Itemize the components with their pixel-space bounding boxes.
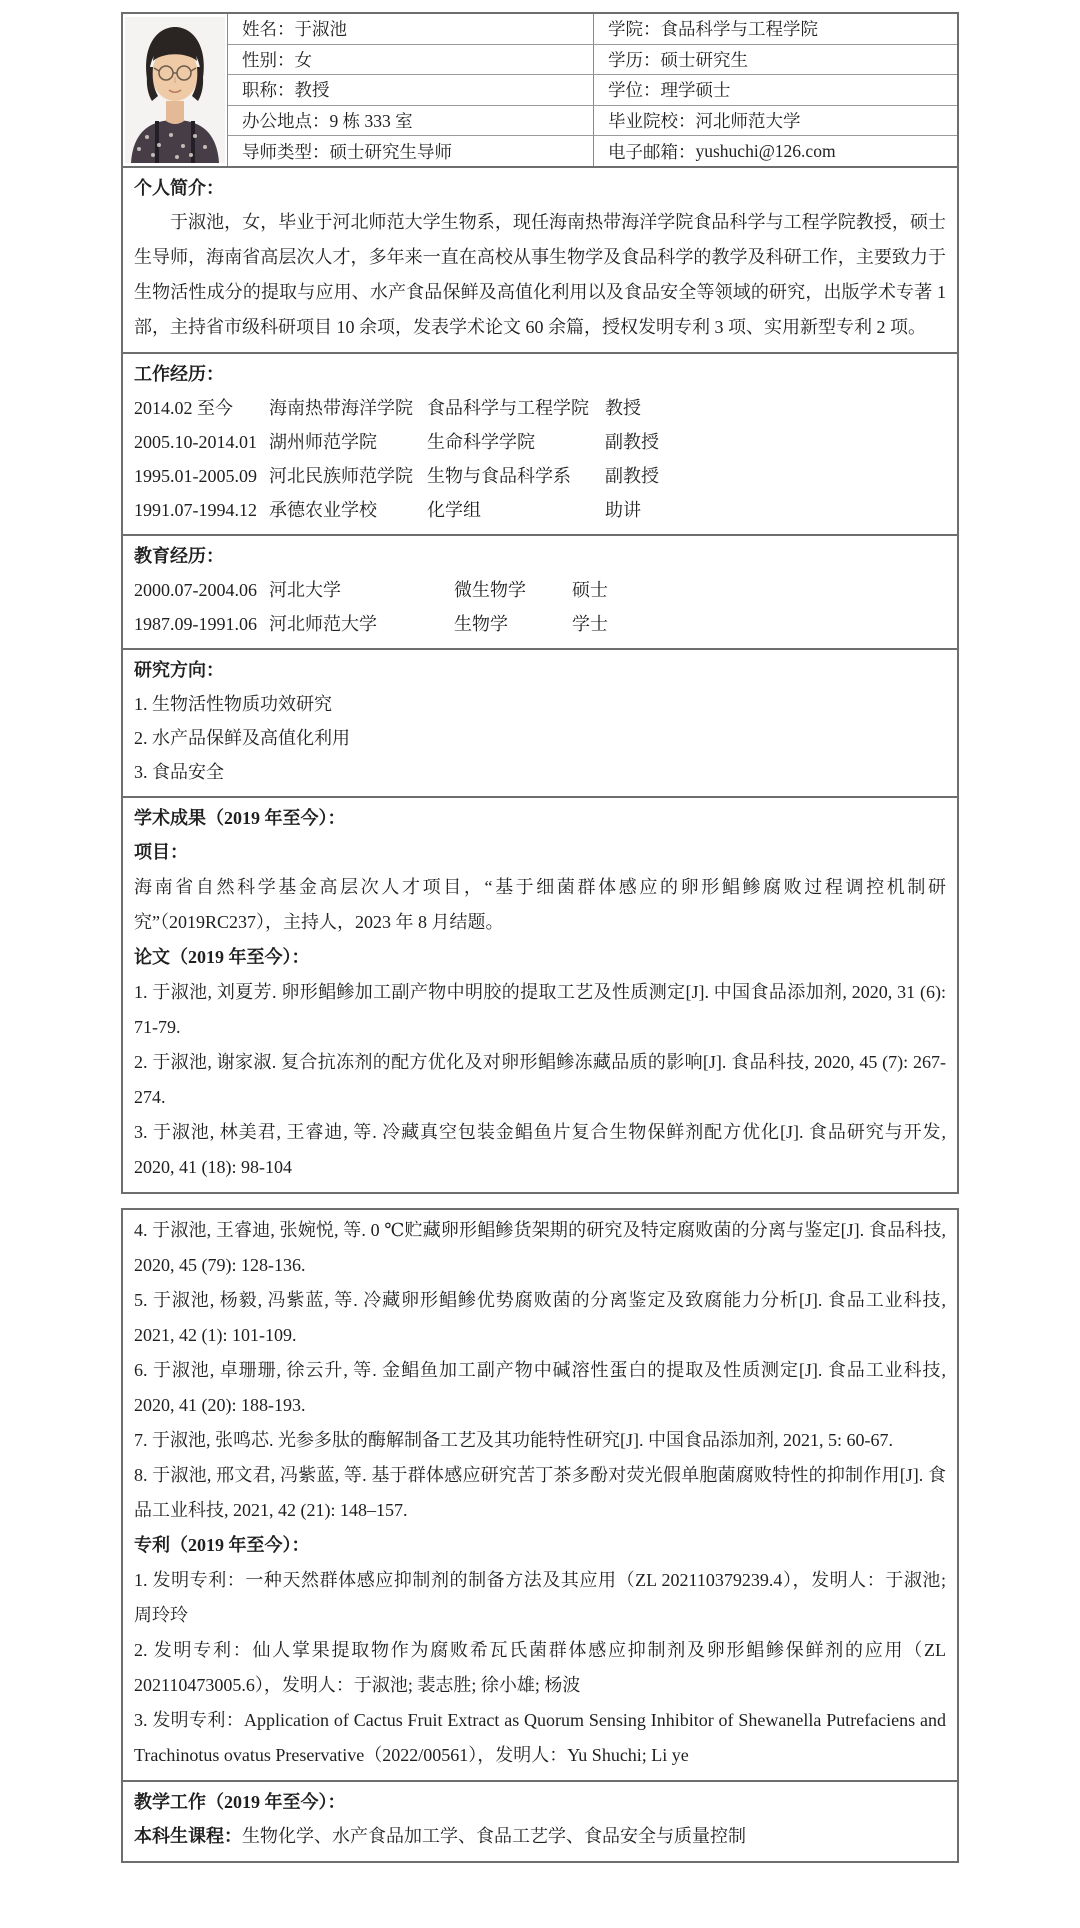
work-dept: 化学组 [427, 499, 481, 520]
field-education-level [594, 45, 957, 76]
field-label: 办公地点： [242, 111, 330, 132]
work-period: 2014.02 至今 [134, 397, 233, 418]
edu-period: 1987.09-1991.06 [134, 613, 257, 634]
work-row [134, 459, 946, 493]
education-row [134, 607, 946, 641]
work-post: 副教授 [605, 465, 659, 486]
course-line [134, 1819, 946, 1854]
field-label: 职称： [242, 80, 295, 101]
work-org: 河北民族师范学院 [269, 465, 413, 486]
field-label: 学院： [608, 19, 661, 40]
section-teaching [123, 1780, 957, 1861]
work-dept: 食品科学与工程学院 [427, 397, 589, 418]
field-label: 电子邮箱： [608, 141, 696, 162]
field-college [594, 14, 957, 45]
profile-text: 于淑池，女，毕业于河北师范大学生物系，现任海南热带海洋学院食品科学与工程学院教授，硕士生导师，海南省高层次人才，多年来一直在高校从事生物学及食品科学的教学及科研工作，主要致力于生物活性成分的提取与应用、水产食品保鲜及高值化利用以及食品安全等领域的研究，出版学术专著 1 部，主持省市级科研项目 10 余项，发表学术论文 60 余篇，授权发明专利 3 项、实用新型专利 2 项。 [134, 211, 946, 337]
field-value email-value: yushuchi@126.com [695, 140, 836, 161]
section-title: 教育经历： [134, 545, 224, 566]
profile-header-table [123, 14, 957, 168]
paper-item: 8. 于淑池, 邢文君, 冯紫蓝, 等. 基于群体感应研究苦丁茶多酚对荧光假单胞菌腐败特性的抑制作用[J]. 食品工业科技, 2021, 42 (21): 148–157. [134, 1464, 946, 1520]
field-label: 导师类型： [242, 141, 330, 162]
research-item: 1. 生物活性物质功效研究 [134, 693, 332, 714]
section-work [123, 352, 957, 534]
field-label: 毕业院校： [608, 111, 696, 132]
cv-document [0, 12, 1080, 1928]
field-value: 于淑池 [294, 19, 347, 40]
research-item: 3. 食品安全 [134, 761, 224, 782]
work-dept: 生命科学学院 [427, 431, 535, 452]
paper-item: 6. 于淑池, 卓珊珊, 徐云升, 等. 金鲳鱼加工副产物中碱溶性蛋白的提取及性质测定[J]. 食品工业科技, 2020, 41 (20): 188-193. [134, 1359, 946, 1415]
paper-item: 3. 于淑池, 林美君, 王睿迪, 等. 冷藏真空包装金鲳鱼片复合生物保鲜剂配方优化[J]. 食品研究与开发, 2020, 41 (18): 98-104 [134, 1121, 946, 1177]
section-research [123, 648, 957, 796]
patents-subtitle: 专利（2019 年至今）： [134, 1534, 310, 1555]
section-title: 学术成果（2019 年至今）： [134, 807, 346, 828]
work-org: 承德农业学校 [269, 499, 377, 520]
field-label: 学历： [608, 49, 661, 70]
edu-major: 微生物学 [454, 579, 526, 600]
edu-school: 河北大学 [269, 579, 341, 600]
patent-item: 1. 发明专利：一种天然群体感应抑制剂的制备方法及其应用（ZL 202110379239.4），发明人：于淑池; 周玲玲 [134, 1569, 946, 1625]
work-org: 海南热带海洋学院 [269, 397, 413, 418]
work-row [134, 391, 946, 425]
section-title: 工作经历： [134, 363, 224, 384]
field-value: 食品科学与工程学院 [660, 19, 818, 40]
edu-degree: 硕士 [572, 579, 608, 600]
field-supervisor-type [228, 136, 594, 166]
paper-item: 1. 于淑池, 刘夏芳. 卵形鲳鲹加工副产物中明胶的提取工艺及性质测定[J]. 中国食品添加剂, 2020, 31 (6): 71-79. [134, 981, 946, 1037]
field-label: 姓名： [242, 19, 295, 40]
cv-page-1 [121, 12, 959, 1194]
profile-photo-cell [123, 14, 228, 166]
work-period: 2005.10-2014.01 [134, 431, 257, 452]
research-item: 2. 水产品保鲜及高值化利用 [134, 727, 350, 748]
work-row [134, 425, 946, 459]
field-email [594, 136, 957, 166]
education-row [134, 573, 946, 607]
work-post: 副教授 [605, 431, 659, 452]
section-profile [123, 168, 957, 352]
section-achievements-continued [123, 1210, 957, 1780]
field-title [228, 75, 594, 106]
work-post: 教授 [605, 397, 641, 418]
edu-degree: 学士 [572, 613, 608, 634]
section-education [123, 534, 957, 648]
paper-item: 4. 于淑池, 王睿迪, 张婉悦, 等. 0 ℃贮藏卵形鲳鲹货架期的研究及特定腐败菌的分离与鉴定[J]. 食品科技, 2020, 45 (79): 128-136. [134, 1219, 946, 1275]
field-value: 硕士研究生导师 [329, 141, 452, 162]
projects-subtitle: 项目： [134, 841, 188, 862]
field-value: 教授 [294, 80, 330, 101]
work-period: 1991.07-1994.12 [134, 499, 257, 520]
paper-item: 5. 于淑池, 杨毅, 冯紫蓝, 等. 冷藏卵形鲳鲹优势腐败菌的分离鉴定及致腐能力分析[J]. 食品工业科技, 2021, 42 (1): 101-109. [134, 1289, 946, 1345]
work-row [134, 493, 946, 527]
section-title: 个人简介： [134, 177, 224, 198]
work-period: 1995.01-2005.09 [134, 465, 257, 486]
profile-photo [125, 17, 225, 163]
cv-page-2 [121, 1208, 959, 1863]
work-post: 助讲 [605, 499, 641, 520]
work-dept: 生物与食品科学系 [427, 465, 571, 486]
section-title: 教学工作（2019 年至今）： [134, 1791, 346, 1812]
papers-subtitle: 论文（2019 年至今）： [134, 946, 310, 967]
field-label: 学位： [608, 80, 661, 101]
profile-fields [228, 14, 957, 166]
work-org: 湖州师范学院 [269, 431, 377, 452]
field-value: 女 [294, 49, 312, 70]
section-title: 研究方向： [134, 659, 224, 680]
field-value: 河北师范大学 [695, 111, 801, 132]
edu-major: 生物学 [454, 613, 508, 634]
edu-period: 2000.07-2004.06 [134, 579, 257, 600]
field-value: 理学硕士 [660, 80, 731, 101]
field-office [228, 106, 594, 137]
section-achievements [123, 796, 957, 1192]
paper-item: 2. 于淑池, 谢家淑. 复合抗冻剂的配方优化及对卵形鲳鲹冻藏品质的影响[J]. 食品科技, 2020, 45 (7): 267-274. [134, 1051, 946, 1107]
field-name [228, 14, 594, 45]
field-degree [594, 75, 957, 106]
course-list: 生物化学、水产食品加工学、食品工艺学、食品安全与质量控制 [242, 1825, 746, 1846]
field-label: 性别： [242, 49, 295, 70]
paper-item: 7. 于淑池, 张鸣芯. 光参多肽的酶解制备工艺及其功能特性研究[J]. 中国食品添加剂, 2021, 5: 60-67. [134, 1429, 893, 1450]
patent-item: 3. 发明专利：Application of Cactus Fruit Extract as Quorum Sensing Inhibitor of Shewanella Putrefaciens and Trachinotus ovatus Preservative（2022/00561），发明人：Yu Shuchi; Li ye [134, 1709, 946, 1765]
field-value: 硕士研究生 [660, 49, 748, 70]
field-value: 9 栋 333 室 [329, 111, 413, 132]
project-item: 海南省自然科学基金高层次人才项目，“基于细菌群体感应的卵形鲳鲹腐败过程调控机制研究”（2019RC237），主持人，2023 年 8 月结题。 [134, 876, 946, 932]
field-alma-mater [594, 106, 957, 137]
edu-school: 河北师范大学 [269, 613, 377, 634]
field-gender [228, 45, 594, 76]
course-label: 本科生课程： [134, 1825, 242, 1846]
patent-item: 2. 发明专利：仙人掌果提取物作为腐败希瓦氏菌群体感应抑制剂及卵形鲳鲹保鲜剂的应用（ZL 202110473005.6），发明人：于淑池; 裴志胜; 徐小雄; 杨波 [134, 1639, 946, 1695]
